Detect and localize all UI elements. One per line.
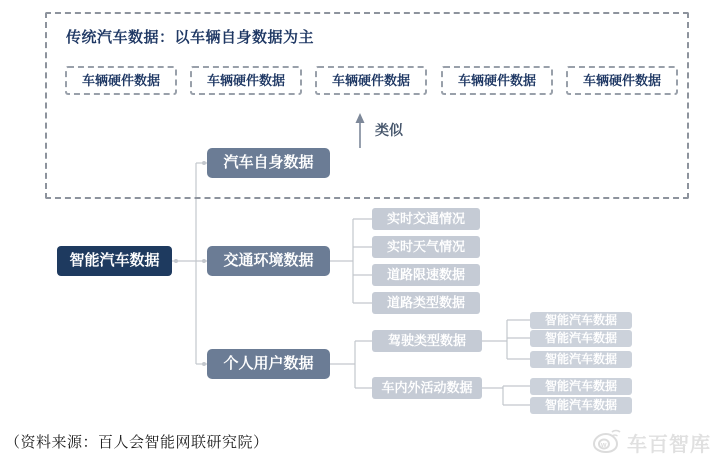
hardware-data-box: 车辆硬件数据 (190, 66, 302, 95)
node-personal-user-data: 个人用户数据 (207, 349, 330, 379)
node-smart-vehicle-data-root: 智能汽车数据 (57, 246, 172, 276)
node-smart-vehicle-data-leaf: 智能汽车数据 (530, 330, 632, 347)
svg-text:w: w (601, 442, 607, 449)
traditional-data-title: 传统汽车数据：以车辆自身数据为主 (66, 29, 315, 46)
watermark-text: 车百智库 (627, 434, 711, 456)
hardware-data-box: 车辆硬件数据 (566, 66, 678, 95)
node-road-speed-limit: 道路限速数据 (372, 264, 480, 286)
node-realtime-weather: 实时天气情况 (372, 236, 480, 258)
hardware-data-box: 车辆硬件数据 (65, 66, 177, 95)
node-vehicle-self-data: 汽车自身数据 (207, 148, 330, 178)
similar-label: 类似 (375, 122, 403, 138)
hardware-data-box: 车辆硬件数据 (441, 66, 553, 95)
node-smart-vehicle-data-leaf: 智能汽车数据 (530, 312, 632, 329)
node-driving-type-data: 驾驶类型数据 (372, 330, 482, 352)
watermark (592, 426, 711, 459)
source-note: （资料来源：百人会智能网联研究院） (5, 434, 269, 451)
node-smart-vehicle-data-leaf: 智能汽车数据 (530, 397, 632, 414)
node-realtime-traffic: 实时交通情况 (372, 208, 480, 230)
node-smart-vehicle-data-leaf: 智能汽车数据 (530, 351, 632, 368)
node-smart-vehicle-data-leaf: 智能汽车数据 (530, 378, 632, 395)
node-road-type: 道路类型数据 (372, 292, 480, 314)
node-traffic-environment-data: 交通环境数据 (207, 246, 330, 276)
node-inout-activity-data: 车内外活动数据 (372, 377, 482, 399)
weibo-icon (592, 426, 622, 459)
hardware-data-box: 车辆硬件数据 (315, 66, 427, 95)
